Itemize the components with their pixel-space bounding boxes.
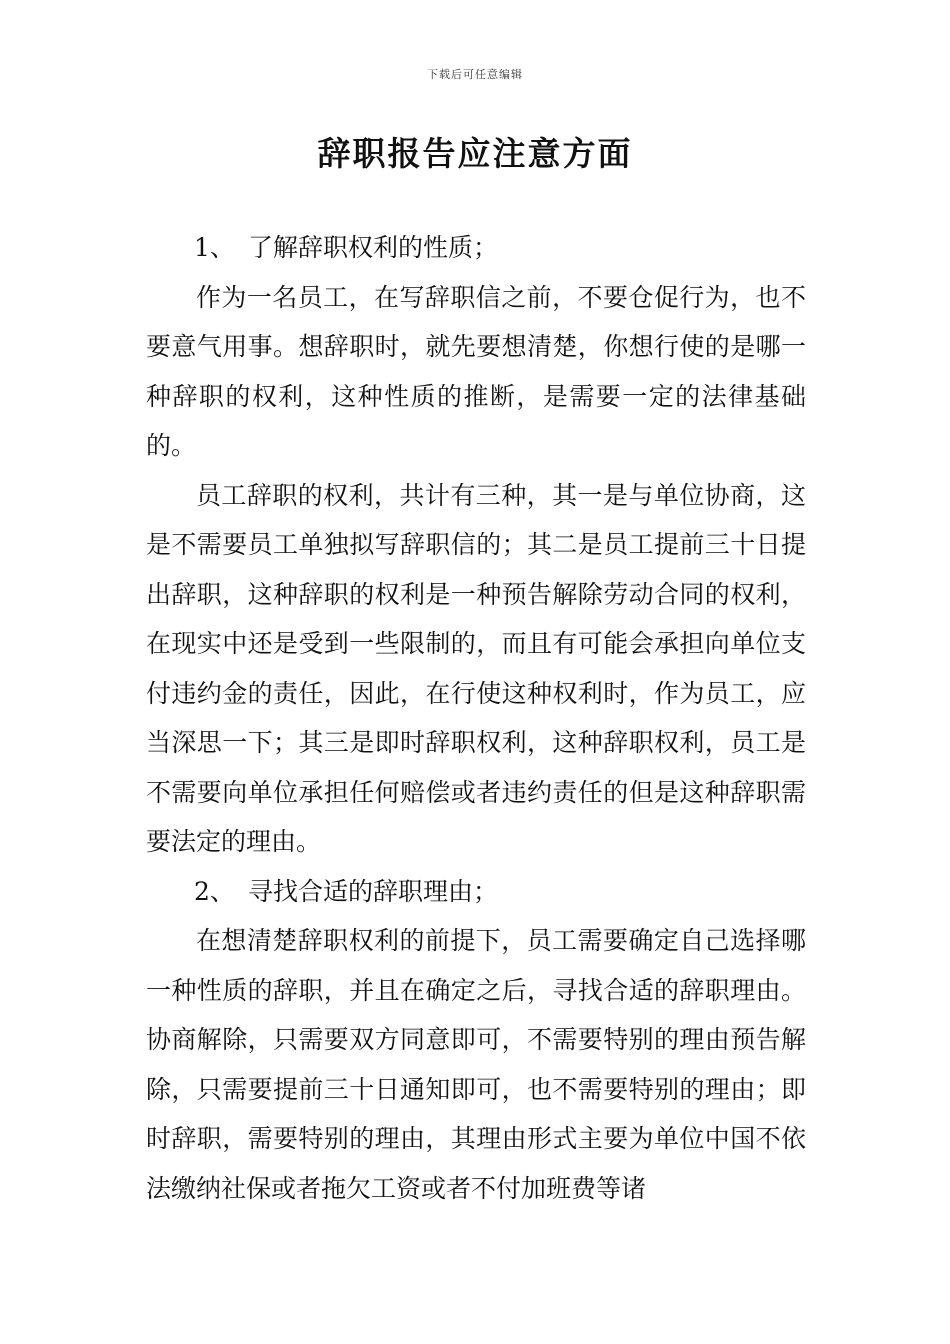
document-body — [146, 223, 806, 1213]
paragraph: 作为一名员工，在写辞职信之前，不要仓促行为，也不要意气用事。想辞职时，就先要想清楚，你想行使的是哪一种辞职的权利，这种性质的推断，是需要一定的法律基础的。 — [146, 282, 806, 460]
document-title: 辞职报告应注意方面 — [317, 134, 633, 173]
section-number: 1、 — [194, 233, 235, 262]
section-heading-text: 寻找合适的辞职理由； — [248, 876, 499, 906]
paragraph: 在想清楚辞职权利的前提下，员工需要确定自己选择哪一种性质的辞职，并且在确定之后，寻找合适的辞职理由。协商解除，只需要双方同意即可，不需要特别的理由预告解除，只需要提前三十日通知即可，也不需要特别的理由；即时辞职，需要特别的理由，其理由形式主要为单位中国不依法缴纳社保或者拖欠工资或者不付加班费等诸 — [146, 926, 806, 1203]
section-heading-2 — [146, 867, 806, 917]
paragraph: 员工辞职的权利，共计有三种，其一是与单位协商，这是不需要员工单独拟写辞职信的；其二是员工提前三十日提出辞职，这种辞职的权利是一种预告解除劳动合同的权利，在现实中还是受到一些限制的，而且有可能会承担向单位支付违约金的责任，因此，在行使这种权利时，作为员工，应当深思一下；其三是即时辞职权利，这种辞职权利，员工是不需要向单位承担任何赔偿或者违约责任的但是这种辞职需要法定的理由。 — [146, 480, 806, 856]
header-note: 下载后可任意编辑 — [427, 68, 523, 81]
section-heading-text: 了解辞职权利的性质； — [248, 233, 499, 262]
section-heading-1 — [146, 223, 806, 273]
section-number: 2、 — [194, 876, 235, 906]
